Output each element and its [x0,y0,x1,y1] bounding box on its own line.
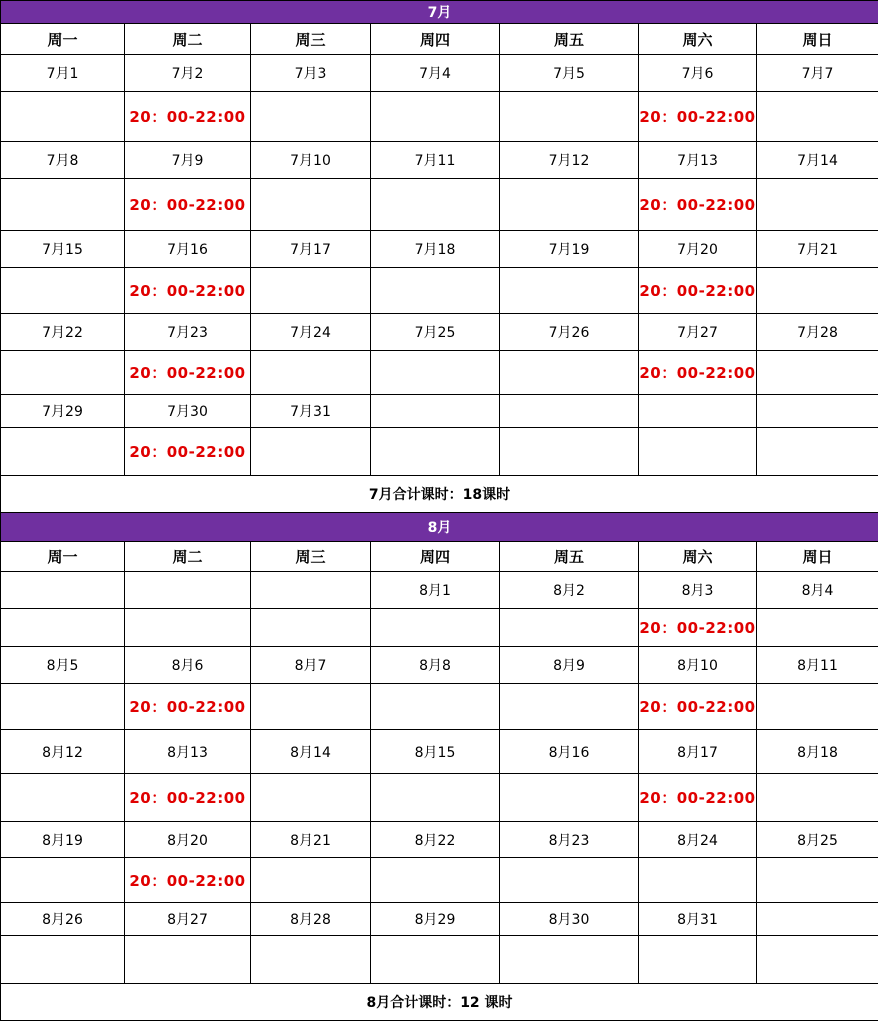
date-row [1,231,878,268]
date-cell: 7月4 [371,55,500,92]
date-cell: 7月30 [125,395,251,428]
month-title: 7月 [1,1,878,24]
class-time-cell [500,179,639,231]
date-cell: 8月21 [251,822,371,858]
date-row [1,903,878,936]
class-time-cell [757,684,878,730]
class-time-cell [371,92,500,142]
class-time-cell: 20：00-22:00 [125,774,251,822]
date-cell [500,395,639,428]
date-cell: 8月26 [1,903,125,936]
date-cell: 7月24 [251,314,371,351]
date-row [1,730,878,774]
date-row [1,572,878,609]
month-summary-row [1,984,878,1021]
date-cell: 7月10 [251,142,371,179]
class-time-cell [371,351,500,395]
date-cell [371,395,500,428]
weekday-header: 周日 [757,24,878,55]
class-time-cell [251,92,371,142]
date-cell: 8月4 [757,572,878,609]
date-row [1,142,878,179]
weekday-header: 周三 [251,542,371,572]
class-time-cell [1,92,125,142]
date-cell: 7月25 [371,314,500,351]
weekday-header: 周三 [251,24,371,55]
date-cell: 8月19 [1,822,125,858]
class-time-cell [757,179,878,231]
weekday-header: 周六 [639,542,757,572]
date-cell: 8月31 [639,903,757,936]
month-title: 8月 [1,513,878,542]
date-row [1,395,878,428]
class-time-row [1,858,878,903]
class-time-row [1,351,878,395]
class-time-cell [1,774,125,822]
date-cell: 8月12 [1,730,125,774]
date-cell: 8月14 [251,730,371,774]
class-time-cell [639,858,757,903]
date-cell: 7月18 [371,231,500,268]
class-time-cell [251,774,371,822]
date-cell: 8月10 [639,647,757,684]
date-cell: 8月5 [1,647,125,684]
date-cell: 7月21 [757,231,878,268]
class-time-cell [251,351,371,395]
date-cell: 8月13 [125,730,251,774]
date-cell: 7月6 [639,55,757,92]
date-cell: 7月7 [757,55,878,92]
date-cell: 7月17 [251,231,371,268]
date-cell: 7月19 [500,231,639,268]
class-time-row [1,936,878,984]
class-time-cell [371,936,500,984]
date-cell: 7月16 [125,231,251,268]
date-cell: 8月24 [639,822,757,858]
date-row [1,647,878,684]
weekday-header: 周一 [1,542,125,572]
class-time-cell: 20：00-22:00 [639,268,757,314]
month-title-row [1,1,878,24]
date-cell: 7月13 [639,142,757,179]
weekday-header-row [1,542,878,572]
class-time-cell [500,351,639,395]
class-time-row [1,428,878,476]
class-time-cell [371,858,500,903]
class-time-cell [371,774,500,822]
class-time-cell: 20：00-22:00 [125,858,251,903]
date-cell: 8月7 [251,647,371,684]
date-cell: 8月16 [500,730,639,774]
date-cell: 7月12 [500,142,639,179]
date-row [1,314,878,351]
weekday-header: 周二 [125,542,251,572]
class-time-cell [500,268,639,314]
date-row [1,55,878,92]
class-time-cell [371,268,500,314]
class-time-cell [500,684,639,730]
class-time-cell [1,179,125,231]
class-time-cell: 20：00-22:00 [125,684,251,730]
date-cell: 7月23 [125,314,251,351]
class-time-cell: 20：00-22:00 [639,609,757,647]
class-time-cell [251,858,371,903]
class-time-cell [1,609,125,647]
class-time-cell [1,684,125,730]
class-time-cell [1,268,125,314]
class-time-cell [251,428,371,476]
date-cell: 8月18 [757,730,878,774]
weekday-header: 周四 [371,542,500,572]
class-time-cell: 20：00-22:00 [125,351,251,395]
class-time-row [1,179,878,231]
date-cell: 7月31 [251,395,371,428]
date-cell: 7月15 [1,231,125,268]
date-cell [757,395,878,428]
weekday-header: 周六 [639,24,757,55]
class-time-cell [1,351,125,395]
date-cell: 8月28 [251,903,371,936]
class-time-row [1,92,878,142]
date-cell: 7月22 [1,314,125,351]
month-summary-row [1,476,878,513]
date-cell: 8月30 [500,903,639,936]
class-time-cell: 20：00-22:00 [125,179,251,231]
class-time-cell [371,609,500,647]
date-cell: 7月26 [500,314,639,351]
class-time-cell [125,936,251,984]
date-cell: 7月29 [1,395,125,428]
class-time-cell: 20：00-22:00 [639,92,757,142]
class-time-cell [639,428,757,476]
date-cell [757,903,878,936]
class-time-cell [757,428,878,476]
date-cell: 8月1 [371,572,500,609]
class-time-row [1,268,878,314]
date-cell: 8月27 [125,903,251,936]
class-time-cell [251,609,371,647]
class-time-cell [371,179,500,231]
date-cell: 7月14 [757,142,878,179]
date-cell: 8月29 [371,903,500,936]
weekday-header: 周五 [500,24,639,55]
date-cell: 7月3 [251,55,371,92]
class-time-row [1,684,878,730]
date-cell: 8月3 [639,572,757,609]
class-time-cell [1,858,125,903]
date-cell [639,395,757,428]
month-summary: 7月合计课时：18课时 [1,476,878,513]
class-time-cell [1,936,125,984]
class-time-cell [500,774,639,822]
date-cell: 7月11 [371,142,500,179]
class-time-cell [757,92,878,142]
class-time-cell [251,268,371,314]
date-cell: 8月8 [371,647,500,684]
date-cell [125,572,251,609]
date-cell: 7月9 [125,142,251,179]
weekday-header-row [1,24,878,55]
class-time-cell [251,684,371,730]
class-time-cell [500,936,639,984]
date-cell: 8月6 [125,647,251,684]
class-time-cell [500,428,639,476]
class-time-cell [757,774,878,822]
class-time-cell [251,936,371,984]
class-time-cell [757,609,878,647]
class-time-cell [500,858,639,903]
class-time-row [1,609,878,647]
weekday-header: 周五 [500,542,639,572]
class-time-cell: 20：00-22:00 [639,179,757,231]
date-cell: 8月11 [757,647,878,684]
date-cell: 7月8 [1,142,125,179]
date-cell: 8月17 [639,730,757,774]
weekday-header: 周日 [757,542,878,572]
date-cell: 8月22 [371,822,500,858]
month-summary: 8月合计课时：12 课时 [1,984,878,1021]
class-time-cell: 20：00-22:00 [639,351,757,395]
date-cell [251,572,371,609]
date-row [1,822,878,858]
class-time-cell [757,936,878,984]
date-cell: 7月27 [639,314,757,351]
date-cell: 8月20 [125,822,251,858]
class-time-cell [757,268,878,314]
class-time-cell [757,351,878,395]
date-cell: 7月1 [1,55,125,92]
class-time-row [1,774,878,822]
date-cell: 7月5 [500,55,639,92]
weekday-header: 周二 [125,24,251,55]
date-cell: 7月2 [125,55,251,92]
date-cell: 8月25 [757,822,878,858]
class-time-cell: 20：00-22:00 [639,774,757,822]
date-cell: 8月2 [500,572,639,609]
class-time-cell [639,936,757,984]
date-cell: 7月28 [757,314,878,351]
date-cell: 8月9 [500,647,639,684]
class-time-cell [757,858,878,903]
class-time-cell [500,92,639,142]
weekday-header: 周一 [1,24,125,55]
class-time-cell [371,684,500,730]
class-time-cell [1,428,125,476]
date-cell: 7月20 [639,231,757,268]
class-time-cell [125,609,251,647]
class-time-cell: 20：00-22:00 [125,428,251,476]
date-cell: 8月15 [371,730,500,774]
class-time-cell [371,428,500,476]
class-time-cell: 20：00-22:00 [125,268,251,314]
date-cell: 8月23 [500,822,639,858]
weekday-header: 周四 [371,24,500,55]
class-time-cell: 20：00-22:00 [125,92,251,142]
class-time-cell [251,179,371,231]
class-time-cell [500,609,639,647]
date-cell [1,572,125,609]
month-title-row [1,513,878,542]
class-time-cell: 20：00-22:00 [639,684,757,730]
